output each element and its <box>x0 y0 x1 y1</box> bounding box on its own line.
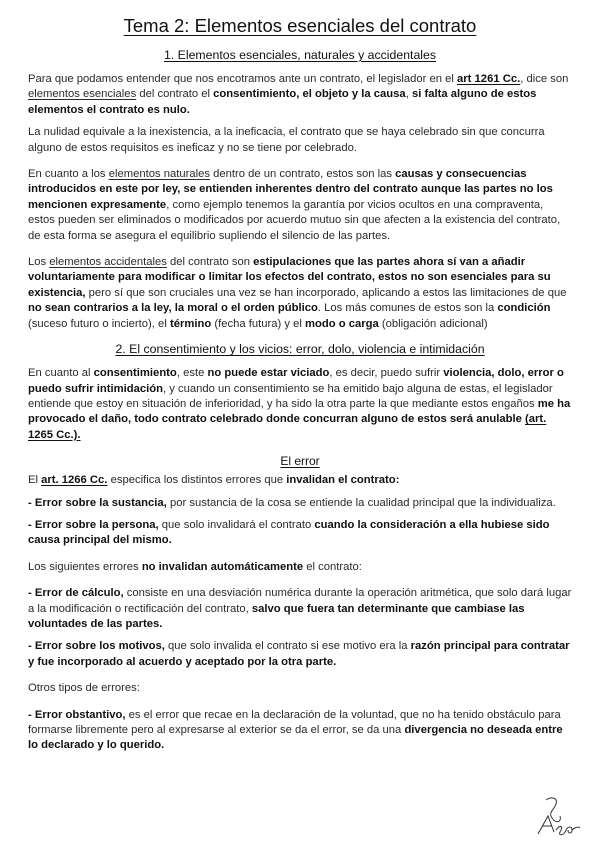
s2-list-item-persona: - Error sobre la persona, que solo invalidará el contrato cuando la consideración a ella hubiese sido causa principal del mismo. <box>28 518 550 547</box>
article-reference: art. 1266 Cc. <box>41 474 108 487</box>
s2-list-item-motivos: - Error sobre los motivos, que solo invalida el contrato si ese motivo era la razón principal para contratar y fue incorporado al acuerdo y aceptado por la otra parte. <box>28 640 570 668</box>
s2-paragraph-1: En cuanto al consentimiento, este no puede estar viciado, es decir, puedo sufrir violencia, dolo, error o puedo sufrir intimidación, y cuando un consentimiento se ha emitido bajo alguna de estas, el legislador entiende que estoy en situación de inferioridad, y ha sido la otra parte la que mediante estos engaños me ha provocado el daño, todo contrato celebrado donde concurran alguno de estos será anulable (art. 1265 Cc.). <box>28 367 571 441</box>
section-2-heading: 2. El consentimiento y los vicios: error, dolo, violencia e intimidación <box>115 342 485 357</box>
author-signature <box>532 794 582 838</box>
section-1-heading: 1. Elementos esenciales, naturales y accidentales <box>163 48 437 62</box>
page-title: Tema 2: Elementos esenciales del contrato <box>123 15 477 36</box>
term-elementos-accidentales: elementos accidentales <box>49 256 167 269</box>
s2-list-item-sustancia: - Error sobre la sustancia, por sustancia de la cosa se entiende la cualidad principal que la individualiza. <box>28 496 556 509</box>
article-reference: (art. 1265 Cc.). <box>28 413 547 441</box>
subsection-heading-error: El error <box>280 454 320 469</box>
term-elementos-esenciales: elementos esenciales <box>28 88 137 101</box>
s2-list-item-obstantivo: - Error obstantivo, es el error que recae en la declaración de la voluntad, que no ha tenido obstáculo para formarse libremente pero al expresarse al exterior se da el error, se da una divergencia no deseada entre lo declarado y lo querido. <box>28 708 563 752</box>
s2-paragraph-5: Los siguientes errores no invalidan automáticamente el contrato: <box>28 560 362 573</box>
article-reference: art 1261 Cc. <box>457 73 521 85</box>
s1-paragraph-3: En cuanto a los elementos naturales dentro de un contrato, estos son las causas y consecuencias introducidos en este por ley, se entienden inherentes dentro del contrato aunque las partes no los mencionen expresamente, como ejemplo tenemos la garantía por vicios ocultos en una compraventa, estos pueden ser eliminados o modificados por acuerdo mutuo sin que afecten a la existencia del contrato, de esta forma se asegura el equilibrio supliendo el silencio de las partes. <box>28 168 561 242</box>
s2-paragraph-2: El art. 1266 Cc. especifica los distintos errores que invalidan el contrato: <box>28 474 400 487</box>
s1-paragraph-2: La nulidad equivale a la inexistencia, a la ineficacia, el contrato que se haya celebrado sin que concurra alguno de estos requisitos es ineficaz y no se tiene por celebrado. <box>28 126 545 154</box>
s1-paragraph-4: Los elementos accidentales del contrato son estipulaciones que las partes ahora sí van a añadir voluntariamente para modificar o limitar los efectos del contrato, estos no son esenciales para su existencia, pero sí que son cruciales una vez se han incorporado, aplicando a estos las limitaciones de que no sean contrarios a la ley, la moral o el orden público. Los más comunes de estos son la condición (suceso futuro o incierto), el término (fecha futura) y el modo o carga (obligación adicional) <box>28 256 567 330</box>
term-elementos-naturales: elementos naturales <box>108 168 210 181</box>
s1-paragraph-1: Para que podamos entender que nos encotramos ante un contrato, el legislador en el art 1261 Cc., dice son elementos esenciales del contrato el consentimiento, el objeto y la causa, si falta alguno de estos elementos el contrato es nulo. <box>28 73 569 116</box>
s2-list-item-calculo: - Error de cálculo, consiste en una desviación numérica durante la operación aritmética, que solo dará lugar a la modificación o rectificación del contrato, salvo que fuera tan determinante que cambiase las voluntades de las partes. <box>28 587 572 630</box>
s2-paragraph-8: Otros tipos de errores: <box>28 682 140 695</box>
